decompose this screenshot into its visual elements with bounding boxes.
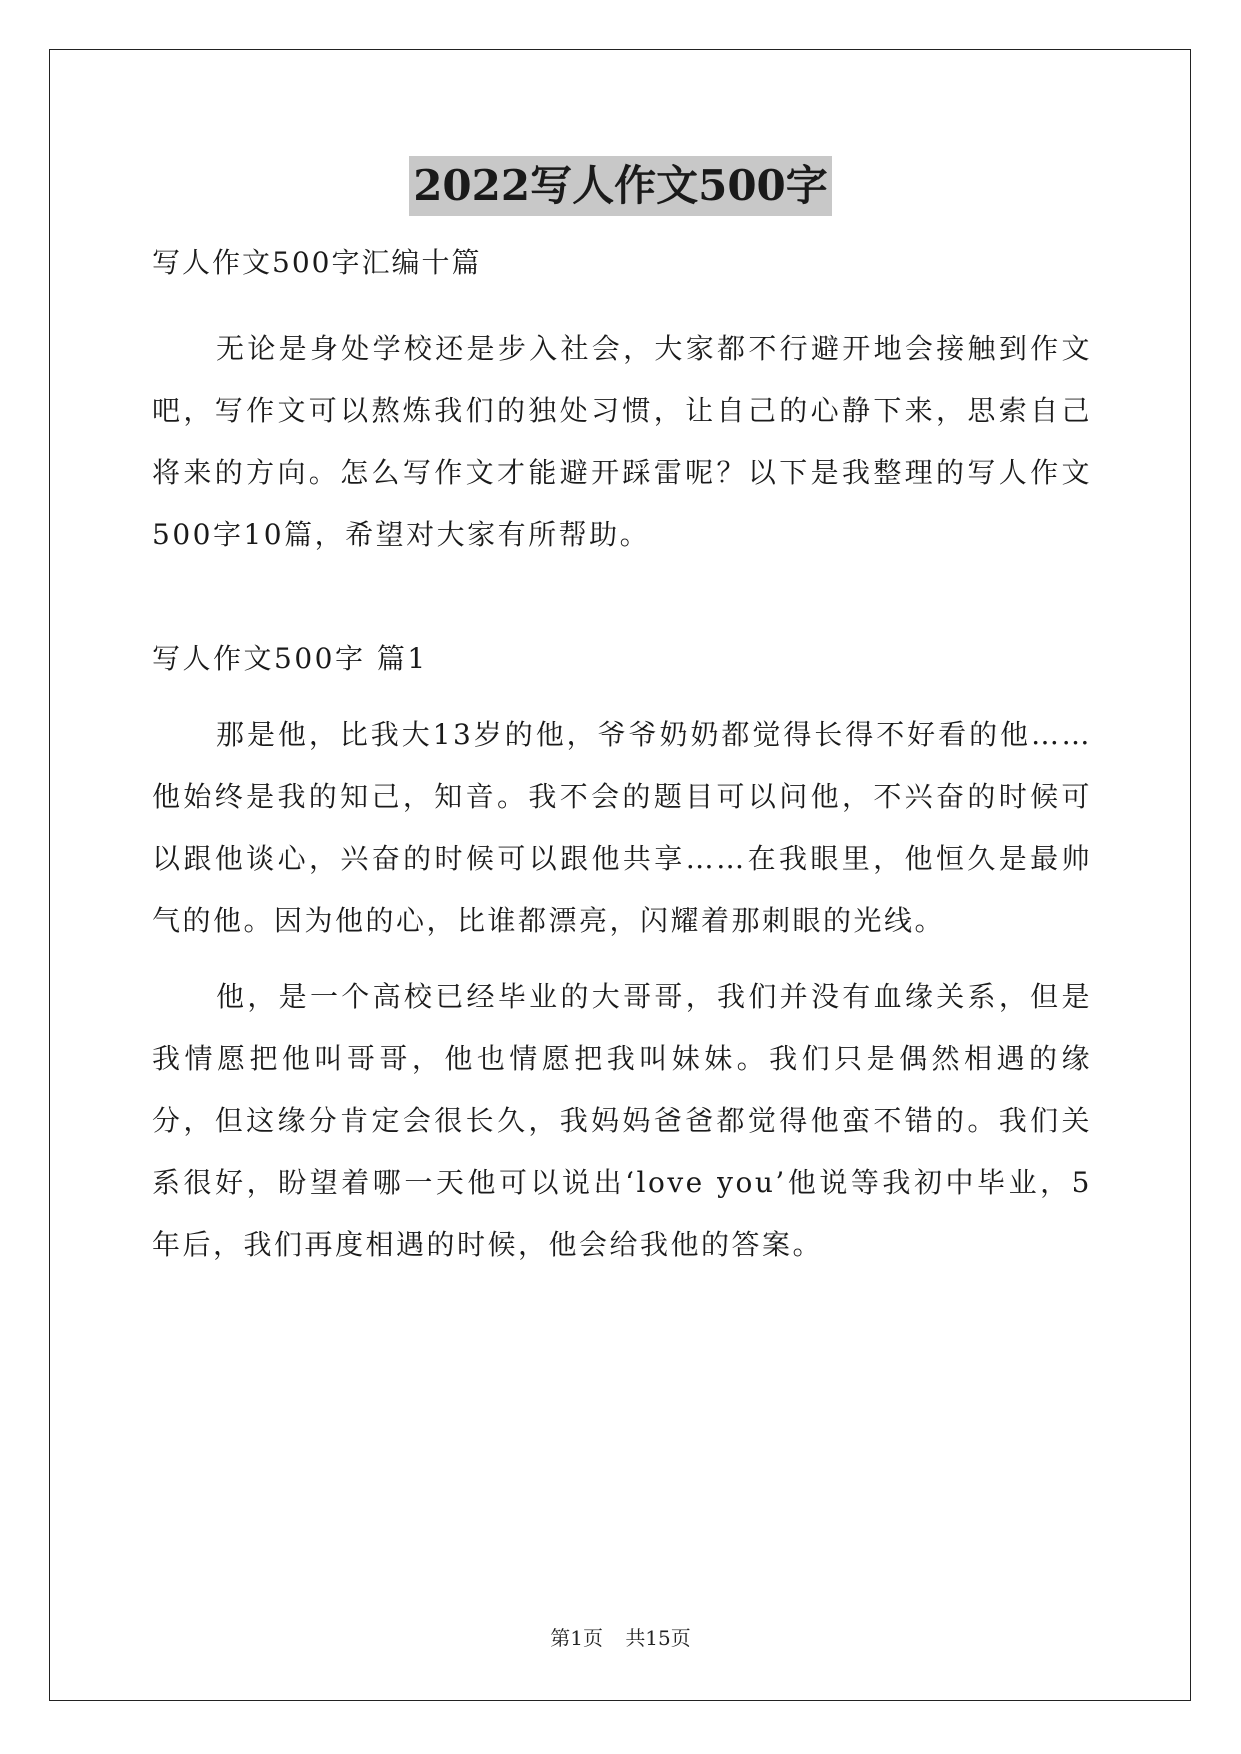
document-subtitle: 写人作文500字汇编十篇 [152,246,482,279]
body-paragraph: 那是他，比我大13岁的他，爷爷奶奶都觉得长得不好看的他……他始终是我的知己，知音。我不会的题目可以问他，不兴奋的时候可以跟他谈心，兴奋的时候可以跟他共享……在我眼里，他恒久是最帅气的他。因为他的心，比谁都漂亮，闪耀着那刺眼的光线。 [152,718,1092,937]
page-footer [0,1622,1241,1651]
page-total: 共15页 [625,1626,691,1650]
body-paragraph: 他，是一个高校已经毕业的大哥哥，我们并没有血缘关系，但是我情愿把他叫哥哥，他也情愿把我叫妹妹。我们只是偶然相遇的缘分，但这缘分肯定会很长久，我妈妈爸爸都觉得他蛮不错的。我们关系很好，盼望着哪一天他可以说出‘love you’他说等我初中毕业，5年后，我们再度相遇的时候，他会给我他的答案。 [152,980,1092,1261]
page-number: 第1页 [550,1626,603,1650]
intro-paragraph: 无论是身处学校还是步入社会，大家都不行避开地会接触到作文吧，写作文可以熬炼我们的独处习惯，让自己的心静下来，思索自己将来的方向。怎么写作文才能避开踩雷呢？以下是我整理的写人作文500字10篇，希望对大家有所帮助。 [152,332,1092,551]
document-title: 2022写人作文500字 [409,156,832,216]
section-title: 写人作文500字 篇1 [152,642,428,675]
title-container [0,156,1241,216]
document-body [152,232,1092,1276]
